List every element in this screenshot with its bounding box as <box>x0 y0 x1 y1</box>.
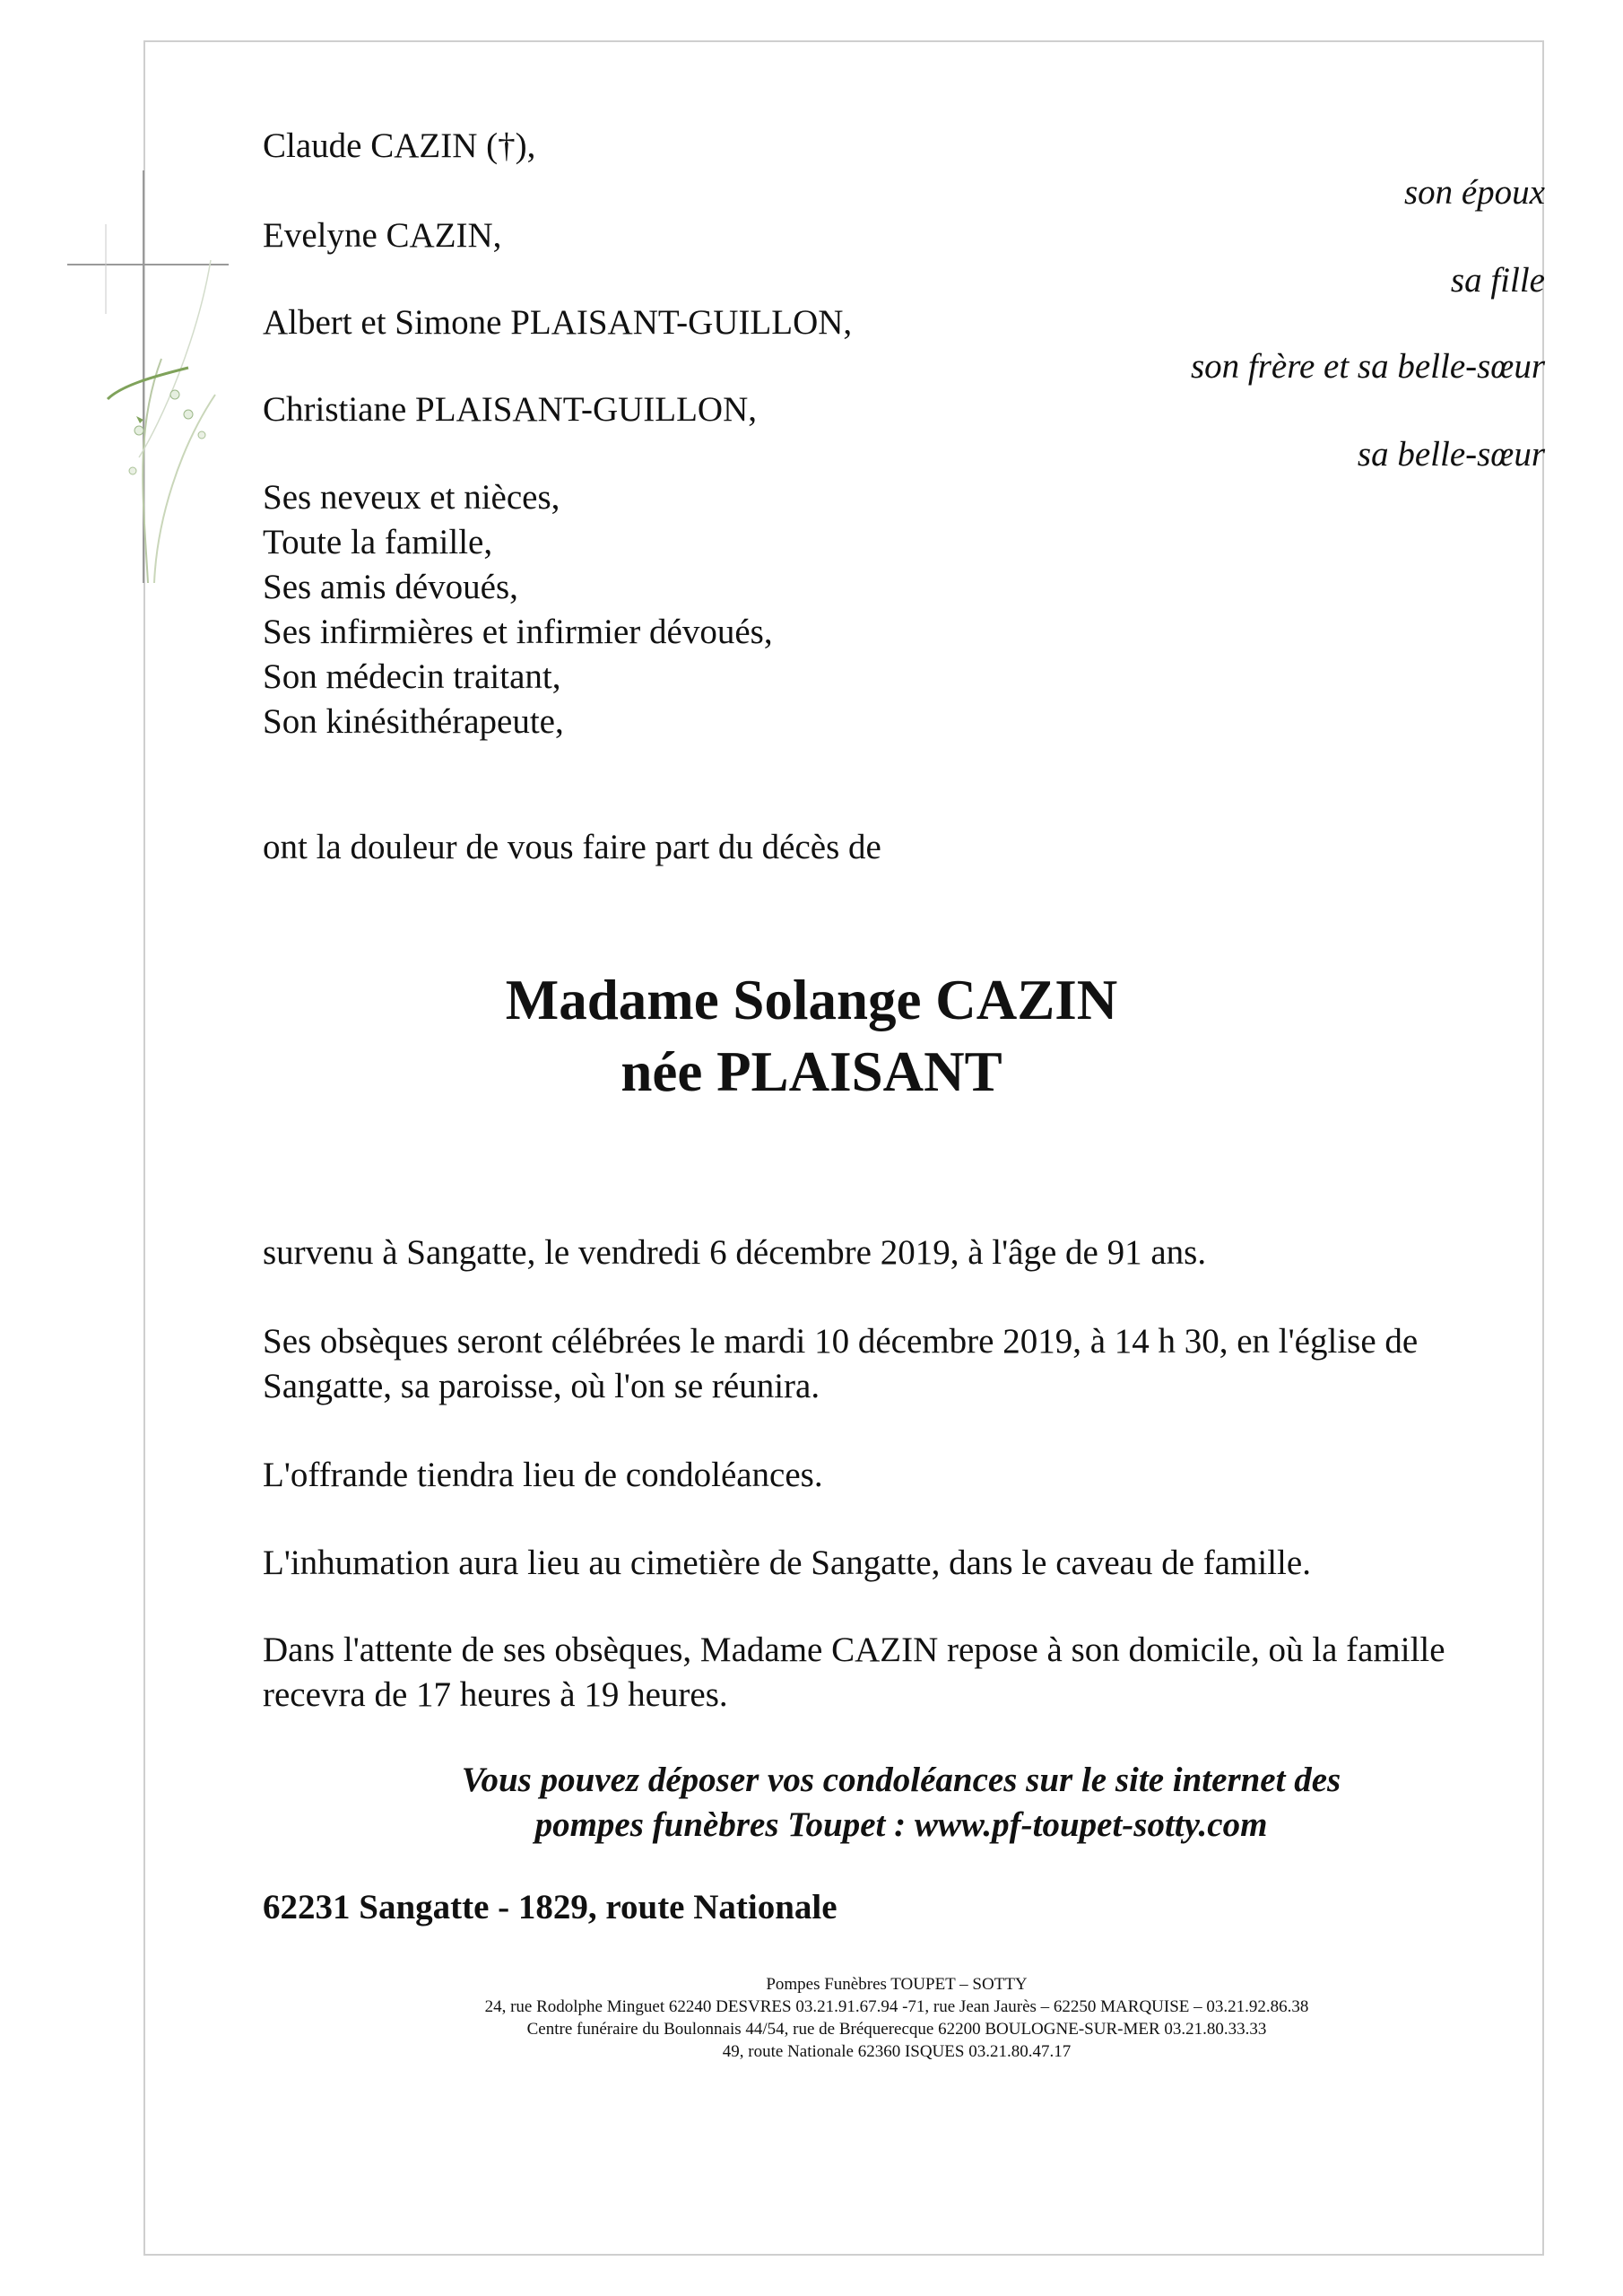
deceased-birth-name: née PLAISANT <box>621 1040 1002 1103</box>
visitation-paragraph: Dans l'attente de ses obsèques, Madame CAZIN repose à son domicile, où la famille recevra de 17 heures à 19 heures. <box>263 1631 1445 1714</box>
list-item: Ses amis dévoués, <box>263 568 518 606</box>
offering-paragraph: L'offrande tiendra lieu de condoléances. <box>263 1456 823 1494</box>
list-item: Ses neveux et nièces, <box>263 478 560 517</box>
footer-company: Pompes Funèbres TOUPET – SOTTY <box>766 1975 1028 1994</box>
cross-and-flowers-decoration <box>54 161 242 592</box>
online-condolences-notice <box>0 1758 1623 1848</box>
footer-line-1: 24, rue Rodolphe Minguet 62240 DESVRES 03.21.91.67.94 -71, rue Jean Jaurès – 62250 MARQUISE – 03.21.92.86.38 <box>484 1997 1309 2016</box>
home-address: 62231 Sangatte - 1829, route Nationale <box>263 1888 838 1926</box>
funeral-home-footer <box>0 1973 1623 2063</box>
funeral-paragraph: Ses obsèques seront célébrées le mardi 10 décembre 2019, à 14 h 30, en l'église de Sangatte, sa paroisse, où l'on se réunira. <box>263 1322 1419 1405</box>
relation-2: sa fille <box>1450 261 1545 300</box>
online-notice-line-1: Vous pouvez déposer vos condoléances sur le site internet des <box>461 1761 1341 1799</box>
footer-line-3: 49, route Nationale 62360 ISQUES 03.21.80.47.17 <box>722 2042 1072 2061</box>
family-name-4: Christiane PLAISANT-GUILLON, <box>263 390 758 429</box>
relation-3: son frère et sa belle-sœur <box>1190 347 1545 386</box>
family-name-1: Claude CAZIN (†), <box>263 126 536 165</box>
family-name-3: Albert et Simone PLAISANT-GUILLON, <box>263 303 853 342</box>
list-item: Son kinésithérapeute, <box>263 702 564 741</box>
announcement-text: ont la douleur de vous faire part du décès de <box>263 828 881 866</box>
relation-1: son époux <box>1403 173 1545 212</box>
deceased-name-block <box>0 964 1623 1108</box>
death-details-paragraph: survenu à Sangatte, le vendredi 6 décembre 2019, à l'âge de 91 ans. <box>263 1233 1207 1272</box>
list-item: Toute la famille, <box>263 523 493 561</box>
list-item: Ses infirmières et infirmier dévoués, <box>263 613 773 651</box>
deceased-name: Madame Solange CAZIN <box>505 969 1118 1031</box>
online-notice-line-2: pompes funèbres Toupet : www.pf-toupet-sotty.com <box>534 1805 1268 1844</box>
list-item: Son médecin traitant, <box>263 657 561 696</box>
other-mourners-list <box>263 475 773 744</box>
relation-4: sa belle-sœur <box>1357 435 1545 474</box>
footer-line-2: Centre funéraire du Boulonnais 44/54, rue de Bréquerecque 62200 BOULOGNE-SUR-MER 03.21.80.33.33 <box>526 2020 1267 2039</box>
burial-paragraph: L'inhumation aura lieu au cimetière de Sangatte, dans le caveau de famille. <box>263 1544 1311 1582</box>
family-name-2: Evelyne CAZIN, <box>263 216 502 255</box>
